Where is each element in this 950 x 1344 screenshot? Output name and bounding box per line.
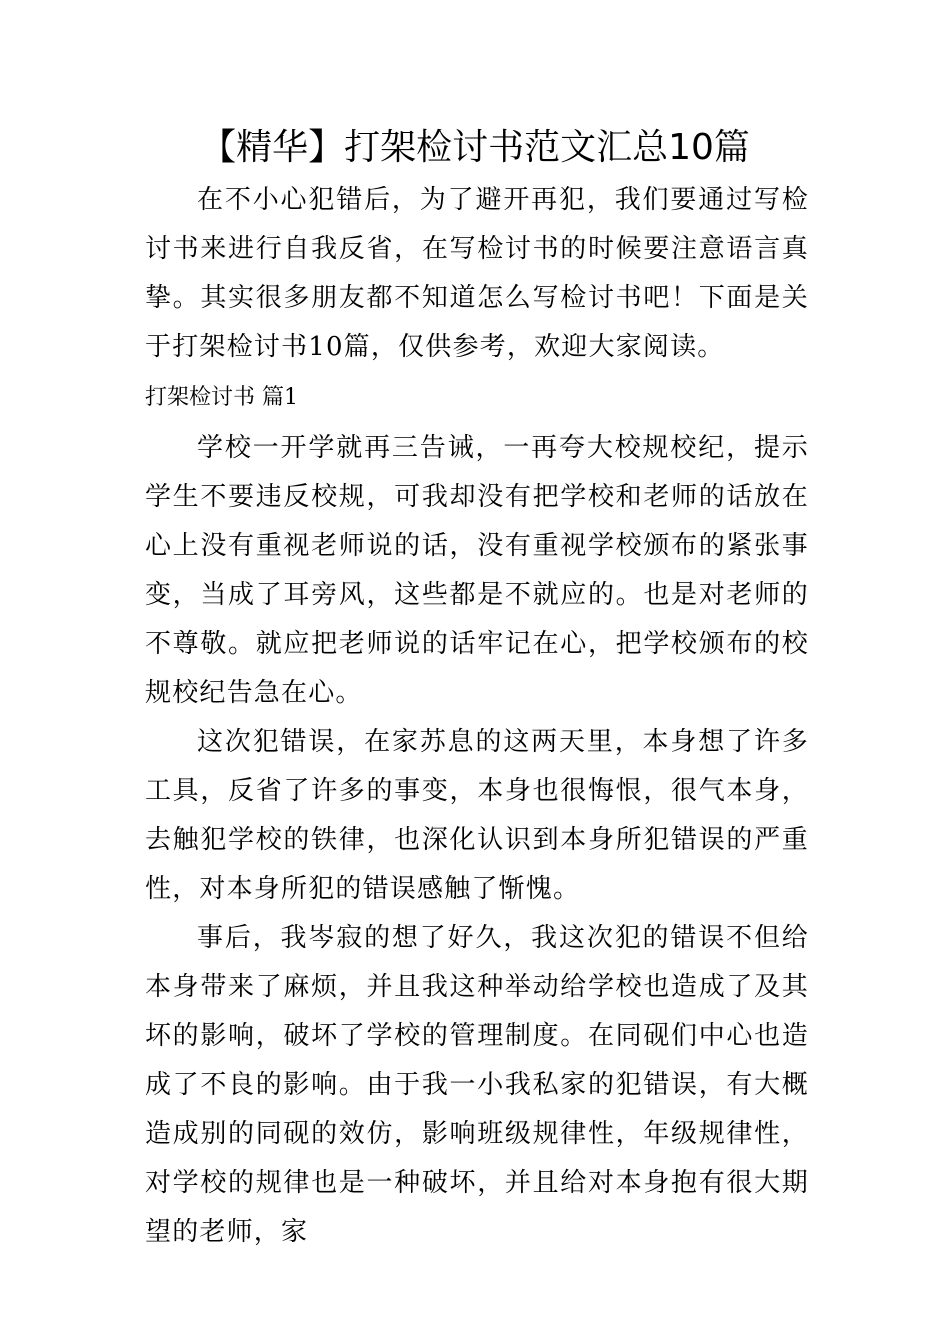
body-paragraph-2: 这次犯错误，在家苏息的这两天里，本身想了许多工具，反省了许多的事变，本身也很悔恨，很气本身，去触犯学校的铁律，也深化认识到本身所犯错误的严重性，对本身所犯的错误感触了惭愧。 xyxy=(145,727,809,904)
section-heading: 打架检讨书 篇1 xyxy=(145,385,298,410)
intro-paragraph: 在不小心犯错后，为了避开再犯，我们要通过写检讨书来进行自我反省，在写检讨书的时候要注意语言真挚。其实很多朋友都不知道怎么写检讨书吧！下面是关于打架检讨书10篇，仅供参考，欢迎大家阅读。 xyxy=(145,185,809,362)
body-paragraph-1: 学校一开学就再三告诫，一再夸大校规校纪，提示学生不要违反校规，可我却没有把学校和老师的话放在心上没有重视老师说的话，没有重视学校颁布的紧张事变，当成了耳旁风，这些都是不就应的。也是对老师的不尊敬。就应把老师说的话牢记在心，把学校颁布的校规校纪告急在心。 xyxy=(145,433,809,708)
document-title: 【精华】打架检讨书范文汇总10篇 xyxy=(200,127,750,168)
body-paragraph-3: 事后，我岑寂的想了好久，我这次犯的错误不但给本身带来了麻烦，并且我这种举动给学校也造成了及其坏的影响，破坏了学校的管理制度。在同砚们中心也造成了不良的影响。由于我一小我私家的犯错误，有大概造成别的同砚的效仿，影响班级规律性，年级规律性，对学校的规律也是一种破坏，并且给对本身抱有很大期望的老师，家 xyxy=(145,923,809,1247)
document-body xyxy=(145,176,809,1257)
